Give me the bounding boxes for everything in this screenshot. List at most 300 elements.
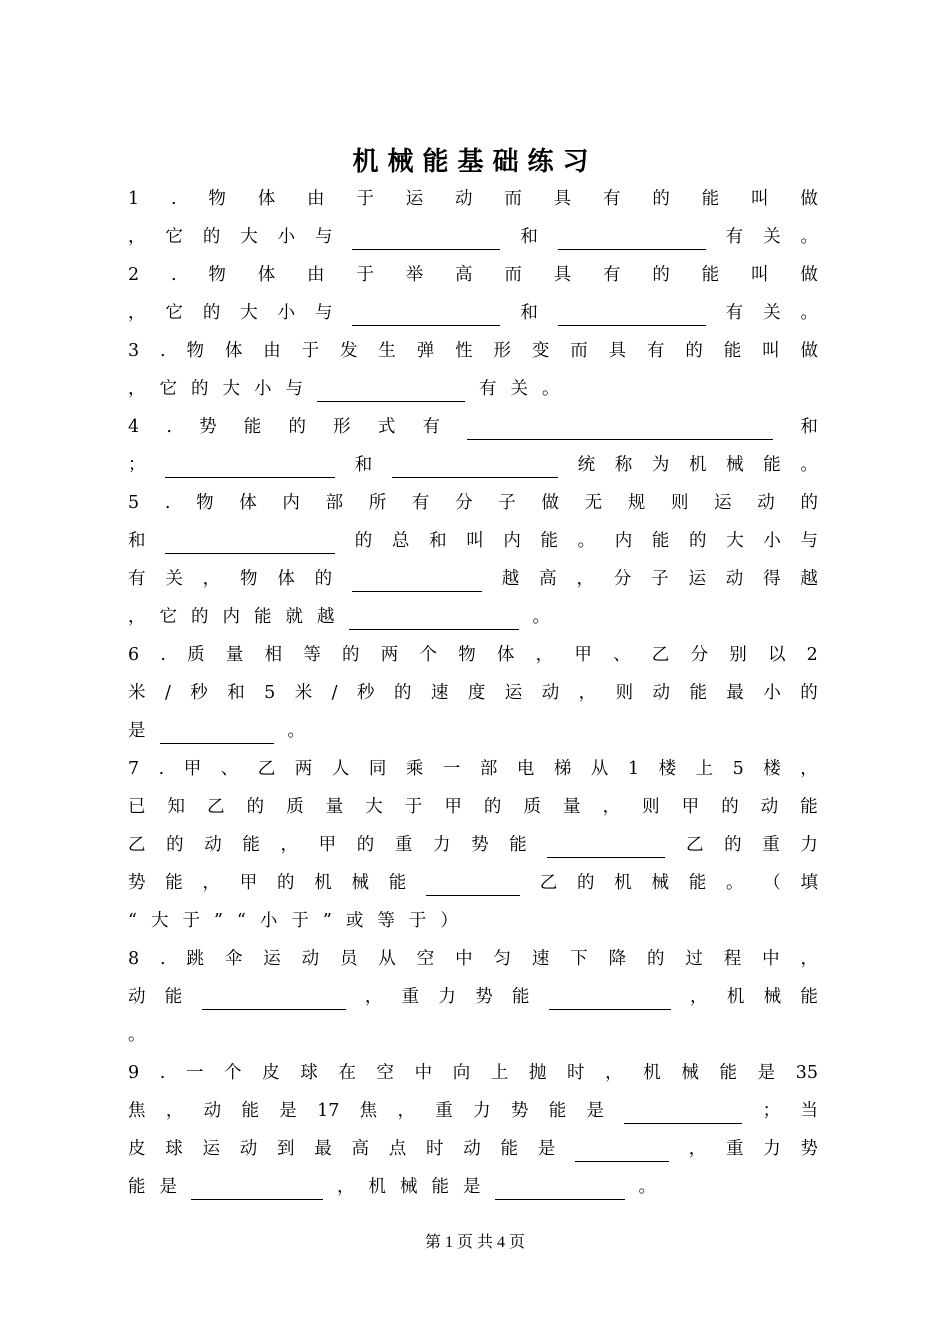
text-segment: 而 [504,265,522,285]
text-segment: 过 [685,949,703,969]
text-segment: 大 [726,531,744,551]
text-segment: （ [763,873,781,893]
text-segment: 械 [400,1177,418,1197]
text-segment: 总 [391,531,410,551]
text-segment: 当 [800,1101,818,1121]
text-segment: 是 [279,1101,297,1121]
text-segment: ， [602,797,621,817]
text-segment: 度 [467,683,486,703]
text-segment: ， [280,835,298,855]
text-segment: 规 [627,493,646,513]
text-segment: 有 [725,303,744,323]
text-segment: 形 [333,417,351,437]
text-segment: 甲 [574,645,592,665]
text-segment: 运 [405,189,424,209]
text-segment: 能 [723,341,742,361]
text-segment: ， [128,303,146,323]
text-line [128,184,818,212]
text-segment: 向 [452,1063,471,1083]
answer-blank[interactable] [165,455,335,478]
text-segment: . [170,189,177,209]
text-segment: 楼 [658,759,677,779]
text-segment: 则 [670,493,689,513]
text-segment: 、 [613,645,631,665]
text-segment: 于 [291,911,309,931]
text-segment: 动 [463,1139,481,1159]
text-segment: 力 [473,1101,491,1121]
text-line [128,1058,818,1086]
text-line [128,222,818,250]
text-segment: 有 [646,341,665,361]
text-segment: 物 [208,265,226,285]
text-segment: 是 [159,1177,177,1197]
text-segment: 于 [404,797,423,817]
text-segment: 能 [511,987,530,1007]
text-segment: 伞 [224,949,243,969]
text-segment: 甲 [183,759,202,779]
text-segment: 具 [553,189,572,209]
text-segment: 时 [426,1139,444,1159]
text-line [128,1134,818,1162]
text-segment: 关 [763,227,781,247]
text-segment: 知 [167,797,186,817]
text-line [128,336,818,364]
text-segment: 于 [356,265,374,285]
text-segment: 是 [586,1101,605,1121]
answer-blank[interactable] [549,987,671,1010]
text-segment: 关 [763,303,781,323]
text-segment: 高 [351,1139,369,1159]
text-segment: ， [128,607,146,627]
text-segment: 。 [128,1025,146,1045]
text-segment: 是 [463,1177,481,1197]
page-title: 机械能基础练习 [352,147,598,177]
text-segment: 米 [294,683,313,703]
text-segment: 内 [282,493,300,513]
text-line [128,488,818,516]
text-segment: 中 [455,949,473,969]
text-segment: 动 [725,569,744,589]
text-segment: 具 [553,265,572,285]
text-segment: 能 [763,455,781,475]
text-segment: 的 [191,607,209,627]
text-segment: 5 [732,759,744,779]
answer-blank[interactable] [575,1139,669,1162]
text-segment: 能 [548,1101,567,1121]
text-segment: 与 [285,379,303,399]
text-segment: 与 [800,531,818,551]
text-segment: 2 [128,265,140,285]
text-segment: 的 [393,683,412,703]
text-segment: ， [535,645,554,665]
text-segment: 动 [652,683,671,703]
answer-blank[interactable] [349,607,519,630]
text-segment: 叫 [750,189,769,209]
text-segment: 能 [164,987,183,1007]
text-segment: 弹 [416,341,435,361]
text-segment: 能 [509,835,527,855]
text-segment: ； [128,455,146,475]
text-line [128,868,818,896]
text-segment: 个 [419,645,437,665]
text-segment: 运 [714,493,732,513]
text-segment: 于 [301,341,320,361]
text-segment: 一 [442,759,461,779]
text-segment: 越 [501,569,520,589]
text-segment: 皮 [128,1139,146,1159]
text-segment: 内 [614,531,633,551]
text-segment: ， [578,683,597,703]
text-segment: 两 [380,645,399,665]
text-segment: 的 [191,379,209,399]
text-segment: 。 [287,721,305,741]
text-segment: 则 [615,683,634,703]
text-segment: 有 [603,265,621,285]
text-segment: 叫 [762,341,780,361]
text-segment: 1 [128,189,140,209]
text-segment: 时 [567,1063,585,1083]
text-segment: 和 [429,531,447,551]
answer-blank[interactable] [467,417,773,440]
text-segment: 发 [339,341,358,361]
text-segment: . [160,645,166,665]
text-line [128,564,818,592]
text-segment: 重 [762,835,780,855]
text-segment: 的 [354,531,373,551]
text-segment: 力 [763,1139,781,1159]
text-segment: 6 [128,645,140,665]
text-segment: 有 [411,493,430,513]
text-segment: 是 [757,1063,776,1083]
answer-blank[interactable] [426,873,520,896]
text-segment: 变 [531,341,550,361]
answer-blank[interactable] [202,987,346,1010]
text-segment: 的 [483,797,502,817]
text-segment: ， [128,379,146,399]
answer-blank[interactable] [191,1177,323,1200]
text-segment: ； [762,1101,781,1121]
text-segment: 抛 [528,1063,547,1083]
text-segment: 由 [263,341,281,361]
text-segment: 部 [325,493,344,513]
text-line [128,450,818,478]
text-segment: 势 [471,835,489,855]
text-segment: 子 [498,493,516,513]
text-segment: 到 [277,1139,295,1159]
text-segment: 机 [368,1177,386,1197]
text-segment: “ [236,911,246,931]
text-segment: 运 [688,569,706,589]
text-segment: 运 [263,949,281,969]
text-segment: 分 [613,569,632,589]
text-segment: 质 [523,797,541,817]
text-line [128,830,818,858]
text-segment: 它 [165,303,183,323]
text-segment: 叫 [466,531,484,551]
text-segment: 秒 [190,683,208,703]
text-segment: 球 [165,1139,183,1159]
answer-blank[interactable] [558,227,706,250]
text-segment: 降 [608,949,627,969]
text-segment: 以 [767,645,786,665]
text-line [128,640,818,668]
text-segment: ， [202,569,221,589]
text-segment: 和 [354,455,373,475]
text-segment: 部 [479,759,498,779]
text-segment: ， [128,227,146,247]
text-segment: 秒 [357,683,375,703]
text-segment: 物 [186,341,204,361]
text-segment: 已 [128,797,146,817]
text-segment: 越 [317,607,335,627]
text-segment: 于 [408,911,427,931]
text-segment: 空 [376,1063,394,1083]
text-segment: 物 [196,493,214,513]
text-segment: 的 [202,227,221,247]
text-segment: 械 [351,873,369,893]
text-segment: 重 [401,987,420,1007]
text-segment: 电 [516,759,535,779]
text-segment: 而 [570,341,588,361]
text-segment: 具 [608,341,627,361]
text-segment: 和 [520,303,538,323]
text-segment: 是 [537,1139,556,1159]
text-segment: 乘 [405,759,424,779]
text-segment: 机 [314,873,332,893]
text-segment: 1 [627,759,640,779]
text-segment: 等 [303,645,321,665]
text-segment: 得 [763,569,781,589]
text-segment: 上 [490,1063,509,1083]
text-segment: 内 [222,607,240,627]
answer-blank[interactable] [624,1101,742,1124]
text-segment: 它 [165,227,183,247]
text-segment: ， [800,759,818,779]
text-segment: 大 [365,797,383,817]
text-segment: 员 [339,949,358,969]
text-segment: 分 [690,645,708,665]
text-segment: 生 [378,341,396,361]
text-segment: 。 [800,227,818,247]
text-segment: 机 [726,987,745,1007]
text-segment: 速 [430,683,449,703]
text-segment: 内 [503,531,521,551]
text-segment: 的 [314,569,333,589]
text-segment: 。 [542,379,560,399]
text-segment: ， [576,569,594,589]
text-segment: 17 [317,1101,340,1121]
text-segment: 3 [128,341,140,361]
text-segment: 能 [689,683,707,703]
text-segment: 2 [806,645,818,665]
text-segment: 乙 [539,873,558,893]
text-segment: 的 [342,645,360,665]
text-segment: 统 [577,455,596,475]
text-line [128,1020,818,1048]
text-segment: 等 [377,911,395,931]
text-segment: 械 [763,987,782,1007]
text-segment: 于 [356,189,374,209]
text-segment: 它 [159,379,177,399]
text-segment: / [331,683,338,703]
text-segment: 能 [500,1139,518,1159]
text-segment: 的 [246,797,265,817]
text-segment: 乙 [686,835,704,855]
text-segment: 势 [128,873,146,893]
text-segment: 程 [723,949,742,969]
text-segment: 子 [651,569,669,589]
answer-blank[interactable] [352,569,482,592]
text-segment: 35 [795,1063,818,1083]
answer-blank[interactable] [495,1177,625,1200]
text-segment: 重 [726,1139,744,1159]
text-segment: 。 [800,303,818,323]
text-segment: 的 [689,531,707,551]
text-segment: 机 [614,873,632,893]
text-segment: 同 [368,759,387,779]
text-line [128,526,818,554]
text-line [128,982,818,1010]
text-segment: 动 [301,949,320,969]
text-segment: 则 [642,797,660,817]
text-segment: 9 [128,1063,140,1083]
text-segment: 力 [438,987,456,1007]
text-segment: 的 [356,835,375,855]
text-segment: 体 [257,189,276,209]
text-segment: ， [800,949,818,969]
text-segment: 的 [288,417,306,437]
text-segment: 乙 [651,645,670,665]
text-segment: 和 [128,531,146,551]
text-segment: . [164,493,171,513]
text-segment: 能 [242,835,260,855]
text-segment: 它 [159,607,177,627]
text-segment: 能 [388,873,407,893]
text-segment: 甲 [318,835,337,855]
text-segment: 相 [264,645,283,665]
text-segment: ， [605,1063,623,1083]
text-segment: 动 [757,493,775,513]
text-segment: 的 [721,797,739,817]
text-segment: 中 [762,949,780,969]
text-segment: 高 [455,265,473,285]
text-segment: ） [440,911,458,931]
text-segment: 与 [315,303,333,323]
text-segment: 为 [651,455,670,475]
text-segment: 有 [422,417,441,437]
text-segment: 叫 [750,265,769,285]
text-segment: 举 [405,265,424,285]
text-segment: 甲 [444,797,462,817]
text-segment: . [166,417,172,437]
answer-blank[interactable] [165,531,335,554]
answer-blank[interactable] [160,721,274,744]
text-segment: 甲 [239,873,258,893]
text-segment: . [158,759,165,779]
text-segment: 势 [510,1101,529,1121]
text-segment: 能 [701,265,720,285]
text-segment: 的 [800,683,818,703]
text-segment: 能 [719,1063,737,1083]
text-segment: ， [165,1101,184,1121]
answer-blank[interactable] [352,303,500,326]
text-line [128,260,818,288]
text-segment: 米 [128,683,146,703]
text-segment: 能 [254,607,272,627]
text-segment: ， [364,987,383,1007]
text-segment: 能 [651,531,670,551]
text-segment: 运 [504,683,523,703]
text-segment: 质 [187,645,205,665]
text-segment: . [160,949,166,969]
text-line [128,716,818,744]
text-segment: 大 [240,303,258,323]
text-segment: 的 [724,835,742,855]
text-segment: 空 [416,949,435,969]
text-line [128,1172,818,1200]
text-line [128,602,818,630]
text-segment: 焦 [359,1101,378,1121]
answer-blank[interactable] [317,379,465,402]
text-segment: 的 [800,493,818,513]
text-segment: 人 [331,759,350,779]
text-segment: ， [690,987,708,1007]
text-segment: 的 [277,873,295,893]
text-segment: 动 [204,835,222,855]
text-segment: 关 [165,569,183,589]
text-segment: 小 [763,531,781,551]
text-segment: 物 [458,645,476,665]
text-segment: ” [322,911,332,931]
text-segment: 分 [455,493,473,513]
answer-blank[interactable] [558,303,706,326]
text-segment: 大 [240,227,258,247]
text-segment: 小 [254,379,272,399]
text-segment: 动 [128,987,146,1007]
text-segment: 体 [257,265,276,285]
text-segment: 体 [239,493,257,513]
text-segment: 重 [435,1101,453,1121]
text-segment: 械 [651,873,669,893]
text-segment: 质 [286,797,304,817]
text-segment: 械 [726,455,744,475]
text-segment: 的 [646,949,665,969]
text-segment: 甲 [681,797,700,817]
text-segment: 焦 [128,1101,146,1121]
text-segment: 中 [414,1063,433,1083]
text-segment: 和 [227,683,245,703]
text-segment: 乙 [257,759,276,779]
text-segment: 于 [182,911,200,931]
answer-blank[interactable] [392,455,558,478]
text-segment: 能 [241,1101,259,1121]
text-segment: 动 [760,797,779,817]
text-segment: 力 [433,835,451,855]
text-segment: 做 [800,341,818,361]
text-segment: / [164,683,171,703]
text-segment: 上 [695,759,714,779]
answer-blank[interactable] [547,835,665,858]
text-segment: 动 [541,683,560,703]
text-segment: 的 [166,835,184,855]
text-line [128,298,818,326]
text-segment: 所 [368,493,387,513]
text-segment: 匀 [493,949,511,969]
text-segment: 从 [590,759,609,779]
text-segment: 别 [729,645,747,665]
answer-blank[interactable] [352,227,500,250]
text-segment: 梯 [553,759,572,779]
